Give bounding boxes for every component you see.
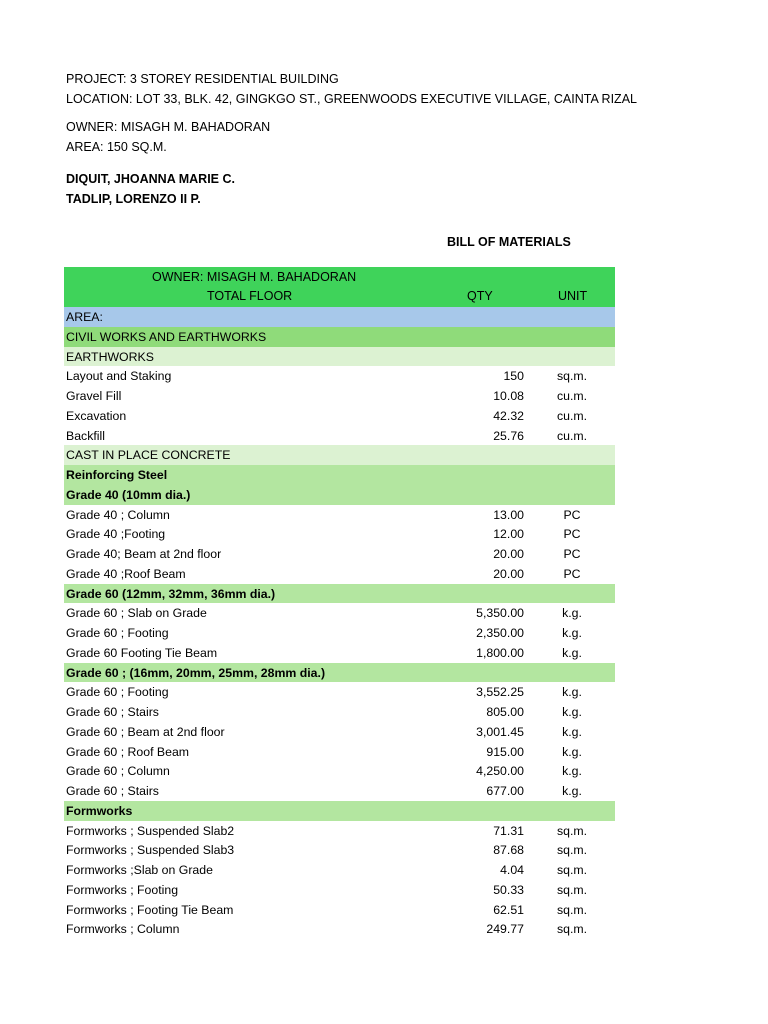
table-row [64,643,615,663]
row-qty: 150 [503,369,524,384]
row-description: Grade 60 (12mm, 32mm, 36mm dia.) [66,586,276,601]
row-description: Grade 60 ; (16mm, 20mm, 25mm, 28mm dia.) [66,665,326,680]
table-row [64,682,615,702]
row-qty: 13.00 [493,507,524,522]
row-description: Layout and Staking [66,369,172,384]
row-unit: cu.m. [556,389,588,403]
group-row [64,485,615,505]
author-1: DIQUIT, JHOANNA MARIE C. [66,172,235,186]
row-qty: 1,800.00 [476,645,524,660]
row-description: Grade 40 (10mm dia.) [66,487,191,502]
table-row [64,524,615,544]
row-qty: 71.31 [493,823,524,838]
table-row [64,781,615,801]
table-row [64,840,615,860]
row-unit: cu.m. [556,408,588,423]
group-row [64,584,615,604]
table-row [64,623,615,643]
header-owner: OWNER: MISAGH M. BAHADORAN [152,270,357,284]
row-description: Backfill [66,428,105,443]
table-row [64,366,615,386]
row-description: Grade 60 ; Footing [66,685,169,700]
row-unit: sq.m. [556,882,588,897]
row-description: Grade 40 ; Column [66,507,170,522]
row-description: Grade 60 ; Stairs [66,705,159,719]
bom-table-body [64,307,615,939]
area-row [64,307,615,327]
table-row [64,702,615,722]
row-description: Grade 60 ; Column [66,764,170,779]
row-unit: k.g. [562,724,582,739]
row-qty: 4,250.00 [476,764,524,779]
row-unit: PC [563,527,581,542]
row-description: AREA: [66,310,103,324]
row-qty: 25.76 [493,428,524,443]
row-qty: 249.77 [486,922,524,937]
row-unit: k.g. [562,705,582,719]
row-description: Excavation [66,408,127,423]
table-row [64,919,615,939]
row-unit: PC [563,507,581,522]
sub-row [64,347,615,367]
bill-of-materials-title: BILL OF MATERIALS [447,235,571,249]
table-row [64,603,615,623]
location-line: LOCATION: LOT 33, BLK. 42, GINGKGO ST., GREENWOODS EXECUTIVE VILLAGE, CAINTA RIZAL [66,92,637,106]
table-row [64,386,615,406]
row-description: Gravel Fill [66,389,122,403]
row-qty: 2,350.00 [476,626,524,640]
row-unit: k.g. [562,606,582,621]
table-row [64,742,615,762]
row-qty: 42.32 [493,408,524,423]
row-description: Grade 60 ; Slab on Grade [66,606,207,621]
row-qty: 805.00 [486,705,524,719]
row-description: Formworks ; Suspended Slab2 [66,823,235,838]
area-line: AREA: 150 SQ.M. [66,140,167,154]
group-row [64,663,615,683]
row-qty: 677.00 [486,784,524,798]
group-row [64,801,615,821]
row-description: Grade 60 ; Beam at 2nd floor [66,724,225,739]
table-row [64,722,615,742]
table-row [64,426,615,446]
row-unit: sq.m. [556,922,588,937]
header-unit: UNIT [558,289,588,303]
table-header [64,267,615,307]
row-unit: sq.m. [556,823,588,838]
row-unit: k.g. [562,744,582,759]
author-2: TADLIP, LORENZO II P. [66,192,201,206]
row-qty: 5,350.00 [476,606,524,621]
row-qty: 3,001.45 [476,724,524,739]
table-row [64,900,615,920]
row-description: Formworks ;Slab on Grade [66,863,213,877]
row-unit: k.g. [562,764,582,779]
row-description: Grade 60 Footing Tie Beam [66,645,218,660]
table-row [64,860,615,880]
header-total-floor: TOTAL FLOOR [207,289,293,303]
row-description: Formworks ; Column [66,922,180,937]
row-qty: 10.08 [493,389,524,403]
row-unit: cu.m. [556,428,588,443]
row-qty: 62.51 [493,902,524,917]
group-row [64,465,615,485]
row-qty: 87.68 [493,843,524,858]
section-row [64,327,615,347]
row-description: CAST IN PLACE CONCRETE [66,448,231,463]
table-row [64,544,615,564]
row-unit: PC [563,566,581,581]
row-unit: sq.m. [556,863,588,877]
table-row [64,821,615,841]
row-description: Formworks [66,803,133,818]
row-description: Grade 60 ; Roof Beam [66,744,190,759]
row-qty: 20.00 [493,547,524,561]
header-qty: QTY [467,289,493,303]
row-unit: k.g. [562,626,582,640]
row-description: EARTHWORKS [66,349,154,364]
sub-row [64,445,615,465]
row-unit: k.g. [562,685,582,700]
row-unit: sq.m. [556,843,588,858]
row-unit: sq.m. [556,902,588,917]
row-description: Formworks ; Footing [66,882,179,897]
row-unit: k.g. [562,784,582,798]
owner-line: OWNER: MISAGH M. BAHADORAN [66,120,271,134]
row-qty: 12.00 [493,527,524,542]
row-description: Formworks ; Footing Tie Beam [66,902,234,917]
row-description: Grade 40; Beam at 2nd floor [66,547,222,561]
table-row [64,564,615,584]
table-row [64,761,615,781]
row-qty: 915.00 [486,744,524,759]
row-description: Grade 40 ;Footing [66,527,166,542]
row-unit: PC [563,547,581,561]
row-description: Reinforcing Steel [66,468,168,482]
table-row [64,406,615,426]
row-description: Grade 60 ; Stairs [66,784,159,798]
row-qty: 3,552.25 [476,685,524,700]
table-row [64,880,615,900]
row-description: Grade 60 ; Footing [66,626,169,640]
row-description: Grade 40 ;Roof Beam [66,566,186,581]
project-line: PROJECT: 3 STOREY RESIDENTIAL BUILDING [66,72,339,86]
row-qty: 50.33 [493,882,524,897]
row-qty: 20.00 [493,566,524,581]
row-description: CIVIL WORKS AND EARTHWORKS [66,329,267,344]
row-description: Formworks ; Suspended Slab3 [66,843,235,858]
row-unit: sq.m. [556,369,588,384]
row-unit: k.g. [562,645,582,660]
table-row [64,505,615,525]
row-qty: 4.04 [500,863,524,877]
